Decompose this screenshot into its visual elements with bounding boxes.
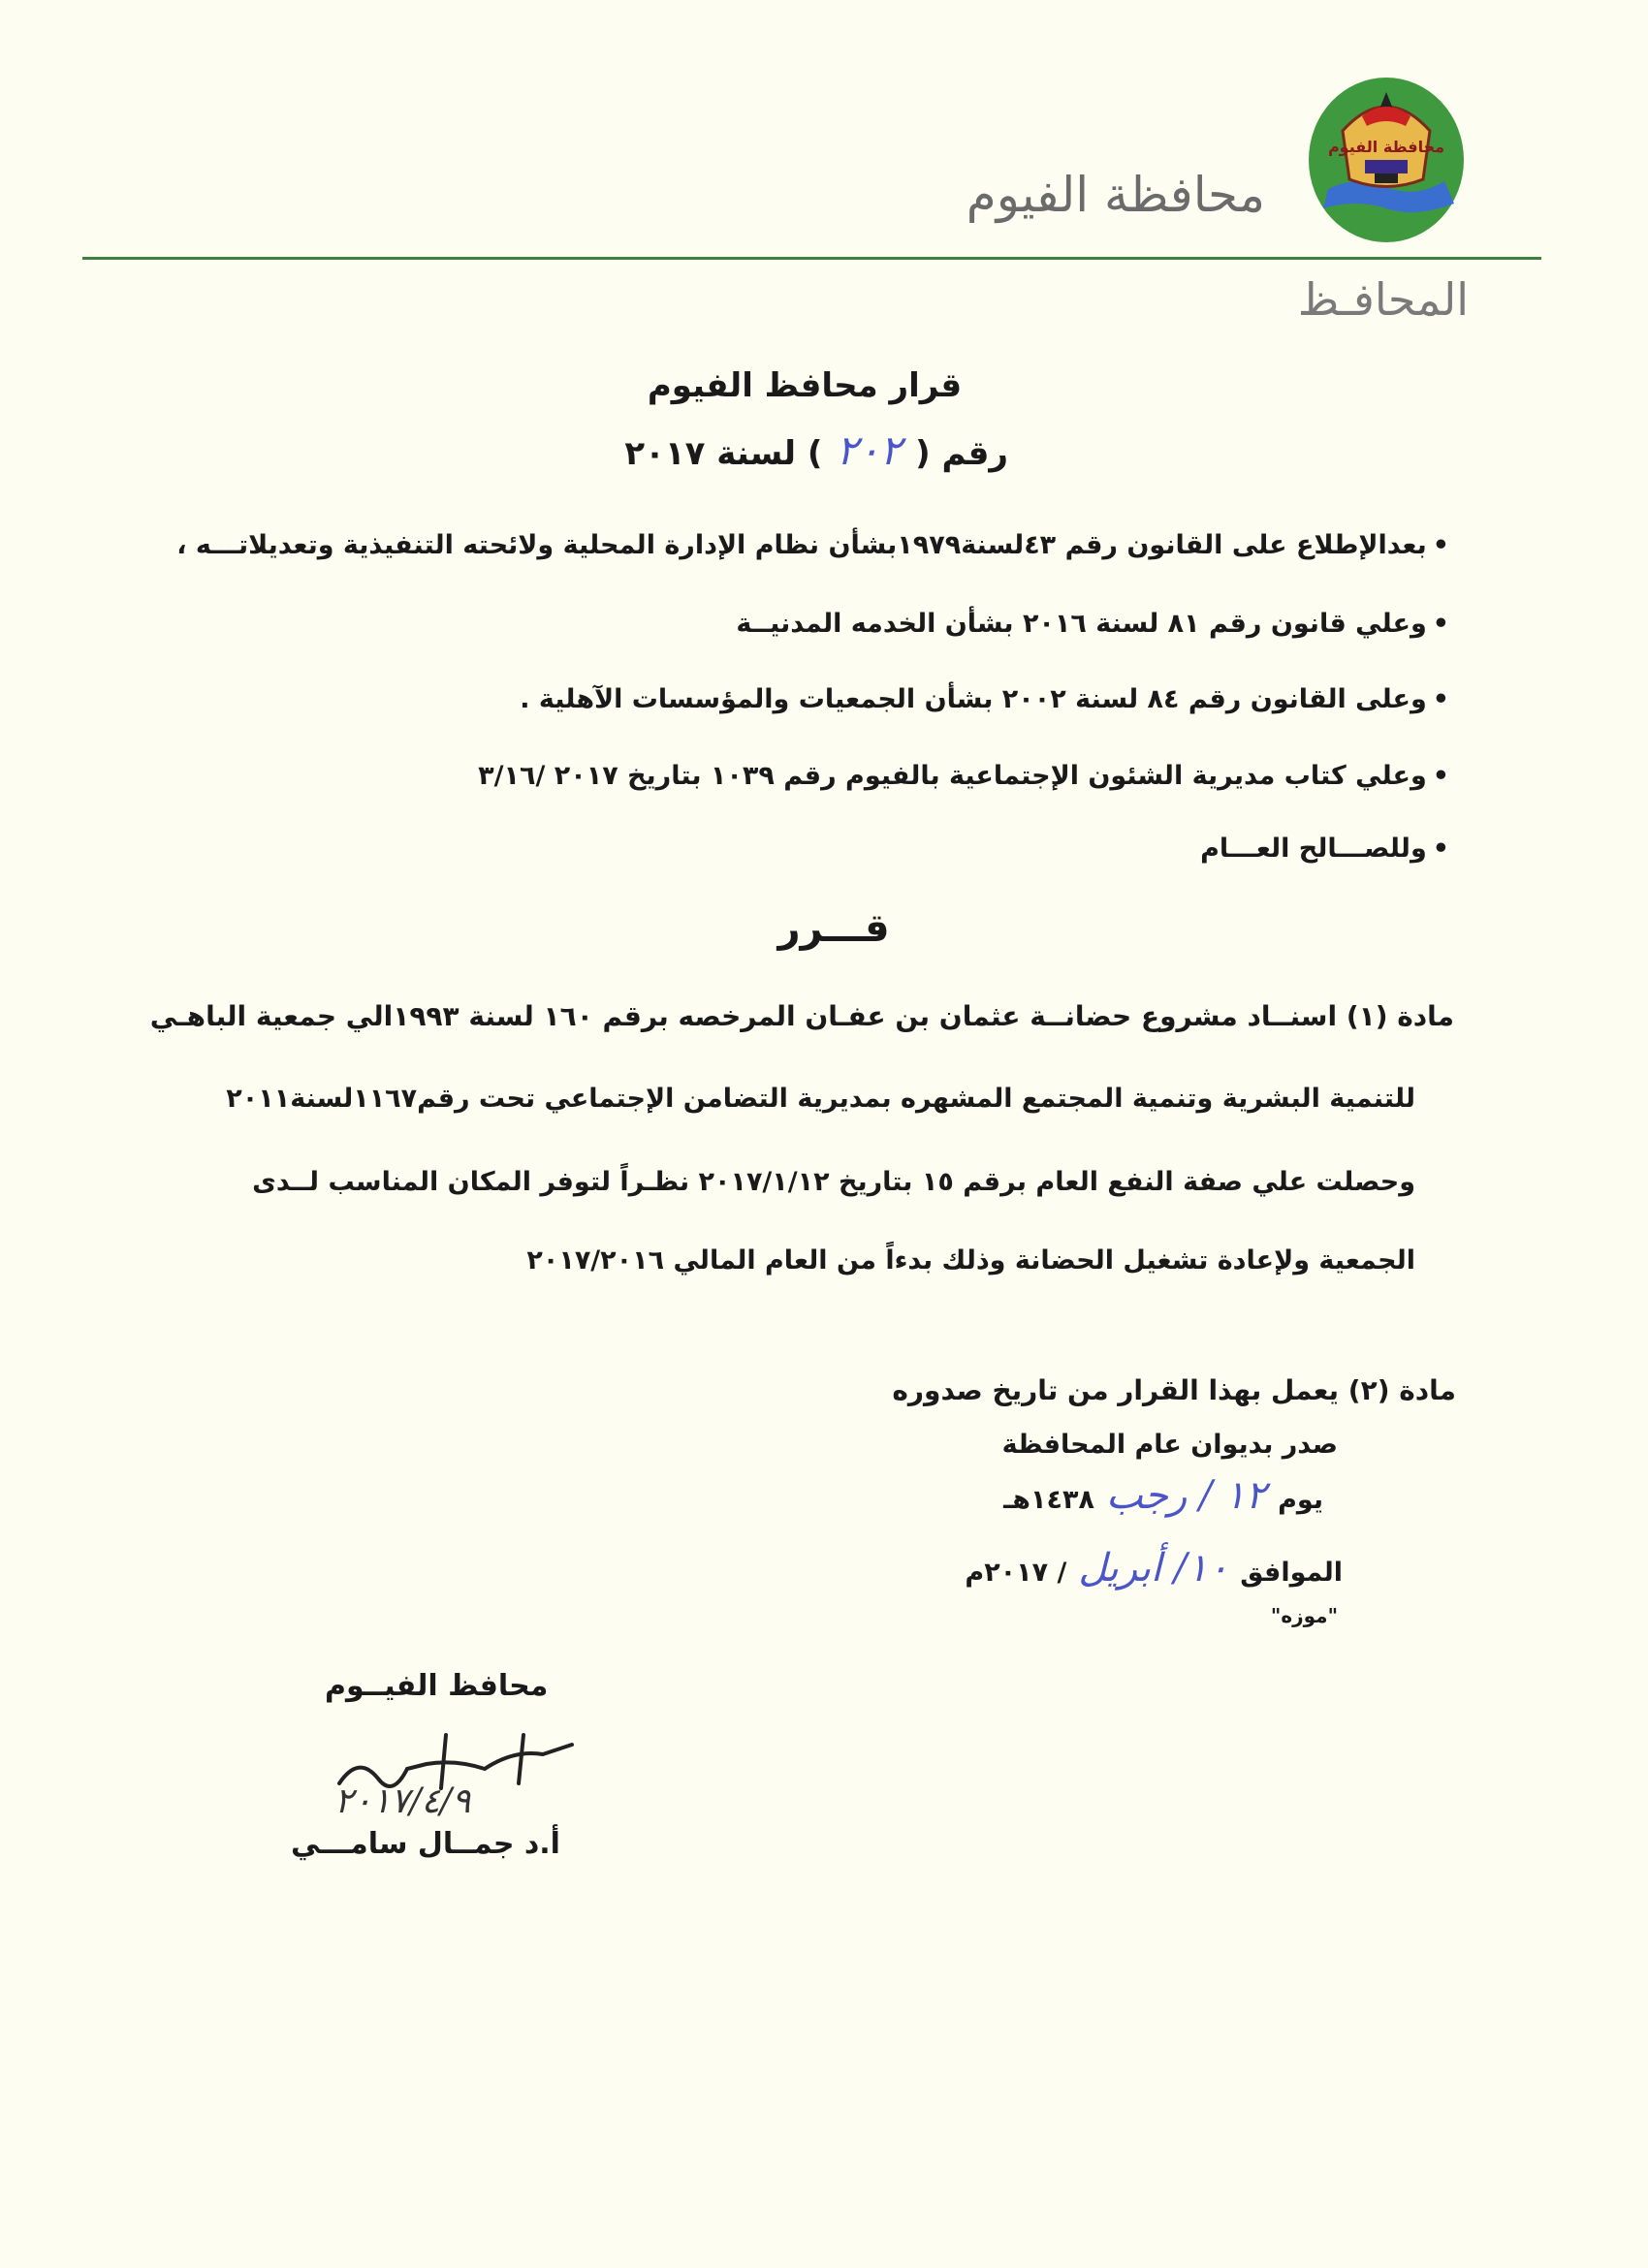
decree-title: قرار محافظ الفيوم [647,366,963,405]
decided-heading: قـــرر [777,906,890,951]
gregorian-handwritten: ١٠/ أبريل [1078,1546,1229,1591]
signatory-name: أ.د جمــال سامـــي [291,1827,560,1861]
signature-date: ٢٠١٧/٤/٩ [334,1781,471,1821]
issued-at: صدر بديوان عام المحافظة [1001,1430,1338,1460]
decree-number-prefix: رقم ( [915,434,1008,473]
article-2: مادة (٢) يعمل بهذا القرار من تاريخ صدوره [892,1374,1456,1406]
decree-number-suffix: ) لسنة ٢٠١٧ [624,434,823,473]
hijri-year: ١٤٣٨هـ [1003,1485,1094,1515]
header-divider [82,257,1541,260]
office-title: المحافـظ [1297,273,1469,326]
hijri-handwritten: ١٢ / رجب [1105,1473,1267,1518]
gregorian-date [965,1546,1343,1591]
preamble-line: •بعدالإطلاع على القانون رقم ٤٣لسنة١٩٧٩بشأن نظام الإدارة المحلية ولائحته التنفيذية وتعديلاتـــه ، [176,530,1449,560]
gregorian-label: الموافق [1240,1558,1343,1588]
decree-number-handwritten: ٢٠٢ [836,426,903,474]
decree-number [624,426,1008,474]
governorate-seal-icon [1289,73,1483,247]
typist-note: "موزه" [1270,1604,1338,1627]
governorate-name: محافظة الفيوم [966,167,1265,223]
governorate-logo [1289,73,1483,247]
article-1-line: وحصلت علي صفة النفع العام برقم ١٥ بتاريخ ٢٠١٧/١/١٢ نظـراً لتوفر المكان المناسب لــدى [252,1167,1415,1197]
signatory-title: محافظ الفيــوم [325,1669,549,1703]
article-1-line: للتنمية البشرية وتنمية المجتمع المشهره بمديرية التضامن الإجتماعي تحت رقم١١٦٧لسنة٢٠١١ [226,1084,1415,1114]
preamble-line: •وعلي قانون رقم ٨١ لسنة ٢٠١٦ بشأن الخدمه المدنيــة [736,609,1449,639]
hijri-date [1003,1473,1323,1518]
preamble-line: •وللصـــالح العـــام [1200,834,1449,864]
gregorian-year: / ٢٠١٧م [965,1558,1067,1588]
hijri-label: يوم [1278,1485,1323,1515]
preamble-line: •وعلي كتاب مديرية الشئون الإجتماعية بالفيوم رقم ١٠٣٩ بتاريخ ٢٠١٧ /٣/١٦ [478,761,1449,791]
article-1-line: مادة (١) اسنــاد مشروع حضانــة عثمان بن عفـان المرخصه برقم ١٦٠ لسنة ١٩٩٣الي جمعية الباهـي [149,1000,1454,1032]
preamble-line: •وعلى القانون رقم ٨٤ لسنة ٢٠٠٢ بشأن الجمعيات والمؤسسات الآهلية . [520,684,1449,714]
svg-text:محافظة الفيوم: محافظة الفيوم [1327,138,1445,156]
article-1-line: الجمعية ولإعادة تشغيل الحضانة وذلك بدءاً من العام المالي ٢٠١٧/٢٠١٦ [526,1245,1415,1276]
